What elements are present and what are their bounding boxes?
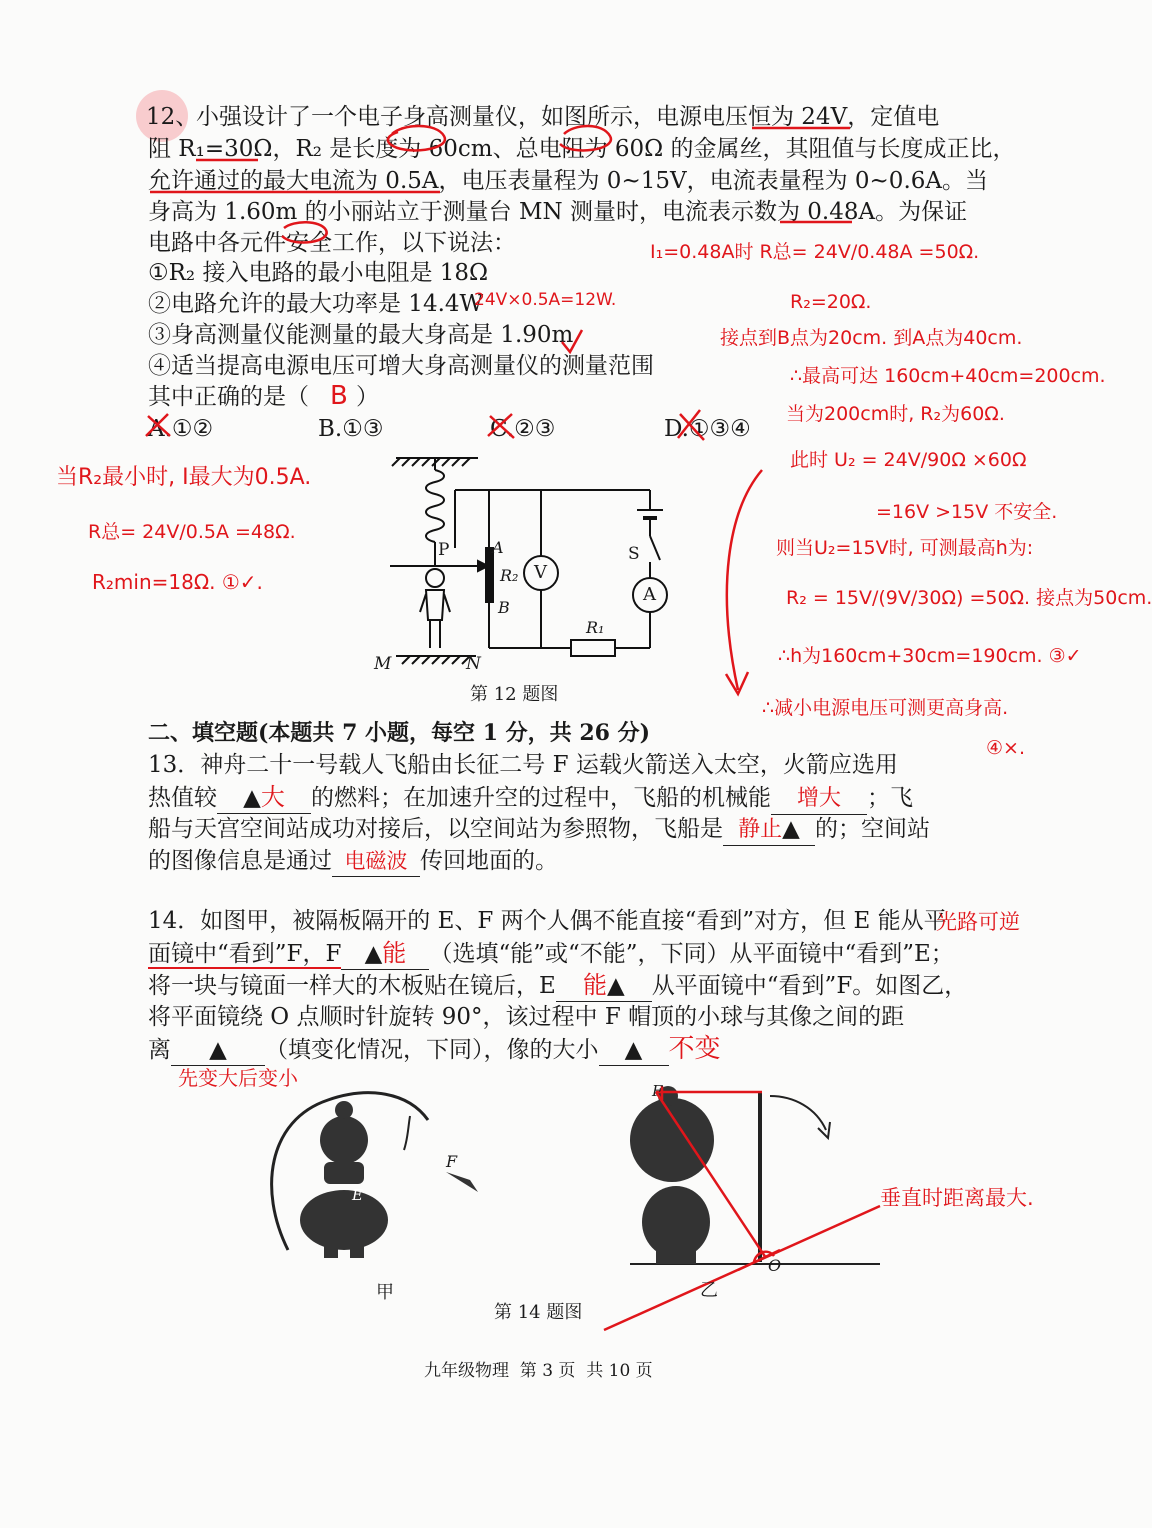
q13-l3a: 船与天宫空间站成功对接后，以空间站为参照物，飞船是 — [148, 816, 723, 842]
hw-note-power: 24V×0.5A=12W. — [474, 290, 617, 310]
q13-blank-3[interactable]: 静止▲ — [723, 814, 815, 846]
hw-r5: 当为200cm时, R₂为60Ω. — [786, 403, 1005, 425]
hw-a14-note2: 先变大后变小 — [178, 1066, 298, 1090]
q12-statement-2: ②电路允许的最大功率是 14.4W — [148, 291, 484, 317]
q12-option-d: D.①③④ — [664, 416, 751, 442]
q12-label-n: N — [466, 654, 481, 674]
q12-label-s: S — [628, 544, 640, 564]
q12-caption: 第 12 题图 — [470, 684, 559, 705]
hw-a14-3: 不变 — [668, 1034, 721, 1064]
hw-ans12: B — [330, 381, 348, 411]
q13-blank-4[interactable]: 电磁波 — [332, 846, 420, 877]
q13-blank-2[interactable]: 增大 — [771, 783, 867, 815]
hw-r3: 接点到B点为20cm. 到A点为40cm. — [720, 327, 1023, 349]
q13-l2c: ；飞 — [867, 785, 913, 811]
q14-l3a: 将一块与镜面一样大的木板贴在镜后，E — [148, 973, 556, 999]
q12-option-b: B.①③ — [318, 416, 384, 442]
q12-label-r1: R₁ — [586, 618, 605, 637]
q12-line-4: 身高为 1.60m 的小丽站立于测量台 MN 测量时，电流表示数为 0.48A。为保证 — [148, 199, 968, 225]
q14-l2b: （选填“能”或“不能”，下同）从平面镜中“看到”E； — [429, 941, 954, 967]
q12-line-2: 阻 R₁=30Ω，R₂ 是长度为 60cm、总电阻为 60Ω 的金属丝，其阻值与长度成正比， — [148, 136, 1016, 162]
q14-line-4: 将平面镜绕 O 点顺时针旋转 90°，该过程中 F 帽顶的小球与其像之间的距 — [148, 1004, 905, 1030]
q12-label-v: V — [534, 562, 547, 583]
q14-fig-jia: 甲 — [376, 1282, 394, 1303]
hw-l1: 当R₂最小时, I最大为0.5A. — [56, 465, 312, 490]
q12-option-c: C.②③ — [490, 416, 556, 442]
q14-l2a: 面镜中“看到”F，F — [148, 941, 342, 967]
hw-r2: R₂=20Ω. — [790, 291, 872, 313]
q13-l4a: 的图像信息是通过 — [148, 848, 332, 874]
q14-blank-2[interactable]: 能▲ — [556, 970, 652, 1002]
q14-label-f2: F — [652, 1082, 663, 1100]
q14-fig-yi: 乙 — [700, 1280, 718, 1301]
hw-r1: I₁=0.48A时 R总= 24V/0.48A =50Ω. — [650, 241, 980, 263]
page-footer: 九年级物理 第 3 页 共 10 页 — [424, 1361, 653, 1381]
hw-r10: ∴h为160cm+30cm=190cm. ③✓ — [778, 645, 1082, 667]
q12-statement-3: ③身高测量仪能测量的最大身高是 1.90m — [148, 322, 574, 348]
q12-prompt: 其中正确的是（ — [148, 384, 309, 410]
q12-label-a: A — [492, 538, 504, 557]
q14-label-f: F — [446, 1152, 458, 1171]
q12-label-p: P — [438, 540, 450, 560]
q12-line-3: 允许通过的最大电流为 0.5A，电压表量程为 0~15V，电流表量程为 0~0.6A。当 — [148, 168, 988, 194]
q13-l2a: 热值较 — [148, 785, 217, 811]
q14-label-e: E — [352, 1186, 363, 1204]
q13-l4b: 传回地面的。 — [420, 848, 558, 874]
q12-option-a: A.①② — [148, 416, 214, 442]
q12-line-1: 小强设计了一个电子身高测量仪，如图所示，电源电压恒为 24V，定值电 — [196, 104, 940, 130]
q12-number: 12、 — [146, 104, 199, 130]
hw-r6: 此时 U₂ = 24V/90Ω ×60Ω — [790, 449, 1027, 471]
q12-prompt-end: ） — [356, 384, 379, 410]
hw-r4: ∴最高可达 160cm+40cm=200cm. — [790, 365, 1106, 387]
q12-statement-1: ①R₂ 接入电路的最小电阻是 18Ω — [148, 260, 489, 286]
q13-line-1: 13．神舟二十一号载人飞船由长征二号 F 运载火箭送入太空，火箭应选用 — [148, 752, 898, 778]
q14-line-1: 14．如图甲，被隔板隔开的 E、F 两个人偶不能直接“看到”对方，但 E 能从平 — [148, 908, 947, 934]
q12-line-5: 电路中各元件安全工作，以下说法： — [148, 230, 516, 256]
hw-r7: =16V >15V 不安全. — [876, 501, 1058, 523]
q14-l3b: 从平面镜中“看到”F。如图乙， — [651, 973, 968, 999]
hw-l3: R₂min=18Ω. ①✓. — [92, 570, 263, 594]
q12-label-b: B — [498, 598, 510, 617]
q14-l5a: 离 — [148, 1037, 171, 1063]
q14-caption: 第 14 题图 — [494, 1302, 583, 1323]
section2-title: 二、填空题(本题共 7 小题，每空 1 分，共 26 分) — [148, 720, 651, 746]
hw-a14-note3: 垂直时距离最大. — [880, 1186, 1034, 1210]
q13-l2b: 的燃料；在加速升空的过程中，飞船的机械能 — [311, 785, 771, 811]
q14-blank-3[interactable]: ▲ — [171, 1035, 265, 1066]
q13-l3b: 的；空间站 — [815, 816, 930, 842]
hw-a14-note1: 光路可逆 — [936, 910, 1020, 934]
q14-blank-1[interactable]: ▲能 — [341, 938, 429, 970]
hw-r12: ④×. — [986, 737, 1025, 759]
hw-l2: R总= 24V/0.5A =48Ω. — [88, 521, 296, 543]
hw-r9: R₂ = 15V/(9V/30Ω) =50Ω. 接点为50cm. — [786, 587, 1152, 609]
q13-blank-1[interactable]: ▲大 — [217, 782, 311, 814]
q12-label-r2: R₂ — [500, 566, 519, 585]
q14-label-o: O — [768, 1256, 782, 1275]
hw-r11: ∴减小电源电压可测更高身高. — [762, 697, 1009, 719]
q12-label-m: M — [374, 654, 392, 674]
q12-statement-4: ④适当提高电源电压可增大身高测量仪的测量范围 — [148, 353, 654, 379]
q14-blank-4[interactable]: ▲ — [599, 1035, 669, 1066]
q14-l5b: （填变化情况，下同），像的大小 — [265, 1037, 599, 1063]
q12-label-ammeter: A — [643, 584, 656, 605]
hw-r8: 则当U₂=15V时, 可测最高h为: — [776, 537, 1034, 559]
